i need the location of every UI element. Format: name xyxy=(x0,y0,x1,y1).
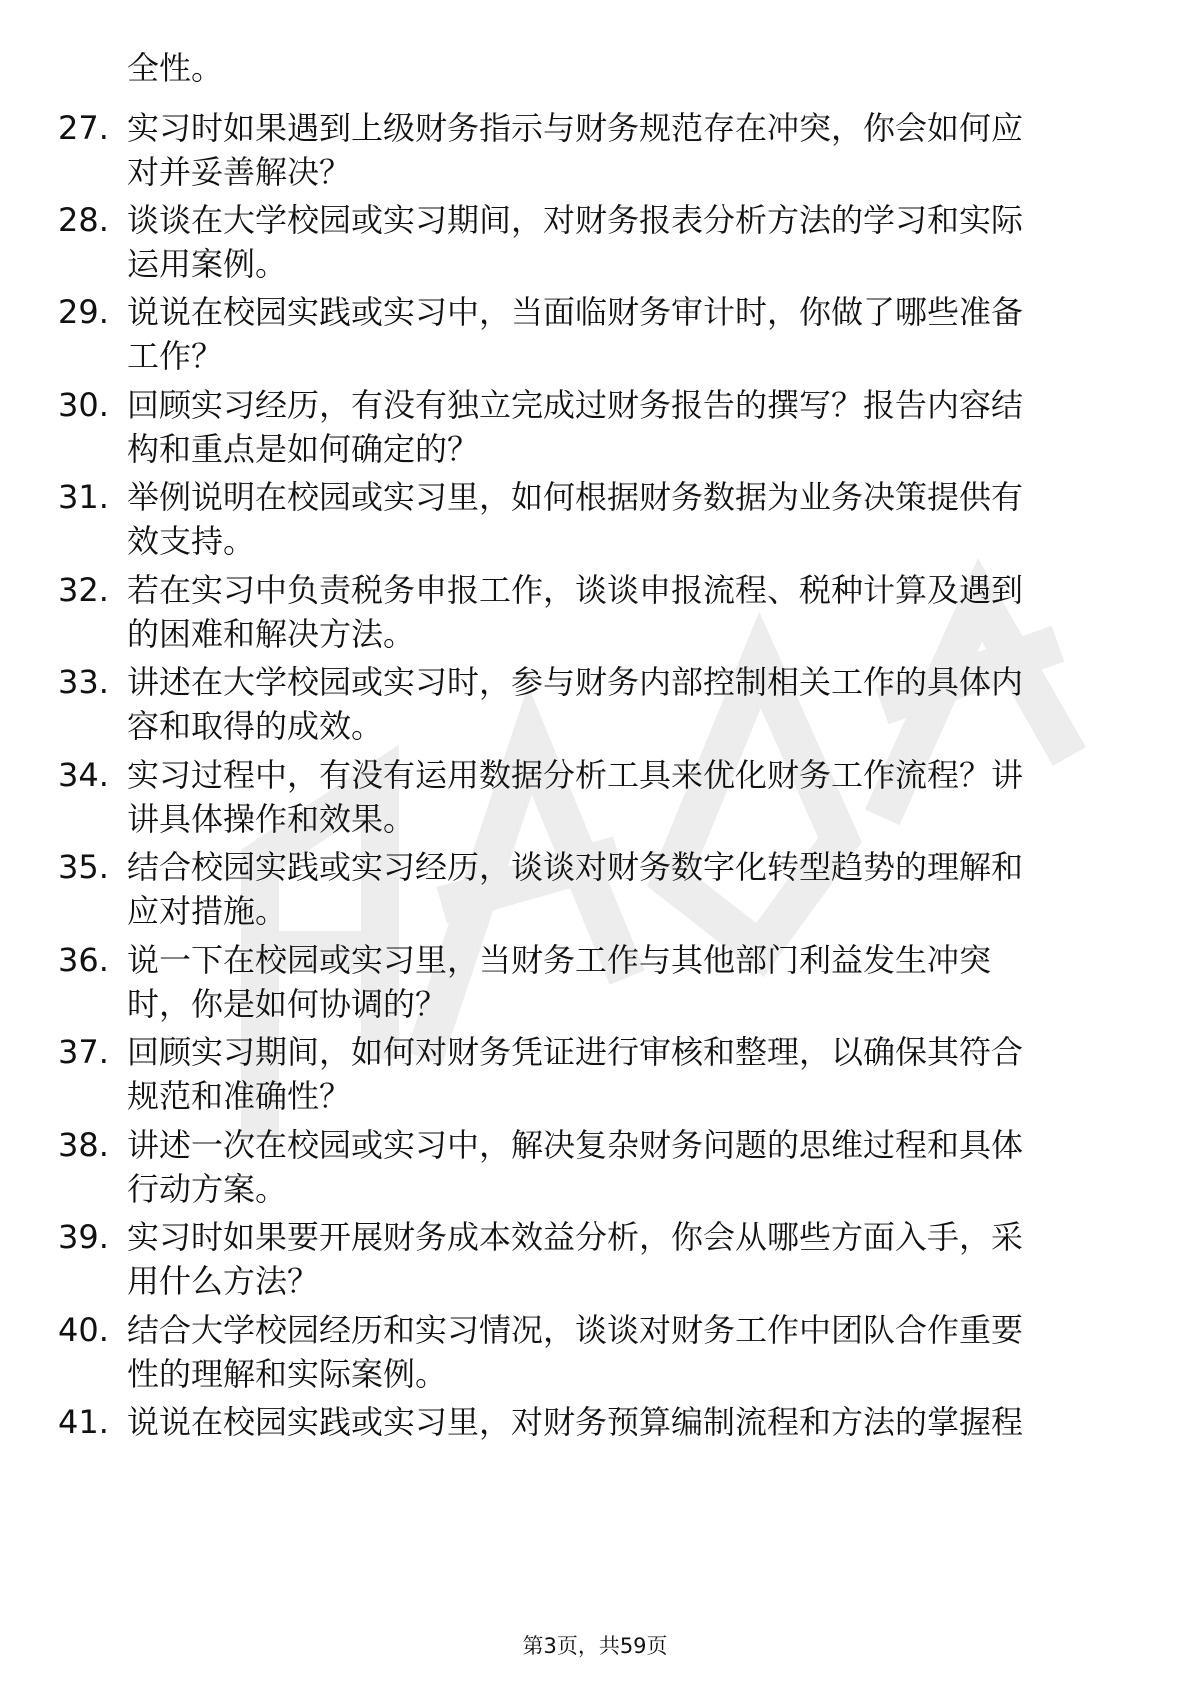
question-text-line: 讲述在大学校园或实习时，参与财务内部控制相关工作的具体内 xyxy=(127,663,1024,701)
question-text-line: 规范和准确性？ xyxy=(127,1077,352,1115)
question-text-line: 应对措施。 xyxy=(127,892,288,930)
continued-text: 全性。 xyxy=(127,49,224,87)
question-number: 30. xyxy=(58,386,109,424)
page-footer: 第3页，共59页 xyxy=(522,1634,668,1658)
question-text-line: 构和重点是如何确定的？ xyxy=(127,430,480,468)
question-text-line: 说一下在校园或实习里，当财务工作与其他部门利益发生冲突 xyxy=(127,941,992,979)
question-text-line: 性的理解和实际案例。 xyxy=(127,1355,448,1393)
question-number: 31. xyxy=(58,478,109,516)
question-text-line: 实习过程中，有没有运用数据分析工具来优化财务工作流程？讲 xyxy=(127,756,1024,794)
question-text-line: 回顾实习经历，有没有独立完成过财务报告的撰写？报告内容结 xyxy=(127,386,1024,424)
question-text-line: 若在实习中负责税务申报工作，谈谈申报流程、税种计算及遇到 xyxy=(127,571,1024,609)
question-text-line: 的困难和解决方法。 xyxy=(127,615,416,653)
question-text-line: 说说在校园实践或实习中，当面临财务审计时，你做了哪些准备 xyxy=(127,293,1024,331)
question-number: 36. xyxy=(58,941,109,979)
question-text-line: 举例说明在校园或实习里，如何根据财务数据为业务决策提供有 xyxy=(127,478,1024,516)
question-number: 27. xyxy=(58,109,109,147)
question-text-line: 运用案例。 xyxy=(127,245,288,283)
question-number: 29. xyxy=(58,293,109,331)
question-text-line: 用什么方法？ xyxy=(127,1262,320,1300)
question-number: 34. xyxy=(58,756,109,794)
question-text-line: 时，你是如何协调的？ xyxy=(127,985,448,1023)
question-text-line: 行动方案。 xyxy=(127,1170,288,1208)
question-text-line: 效支持。 xyxy=(127,522,256,560)
question-text-line: 容和取得的成效。 xyxy=(127,707,384,745)
question-number: 39. xyxy=(58,1218,109,1256)
question-text-line: 说说在校园实践或实习里，对财务预算编制流程和方法的掌握程 xyxy=(127,1403,1024,1441)
question-number: 33. xyxy=(58,663,109,701)
question-text-line: 实习时如果要开展财务成本效益分析，你会从哪些方面入手，采 xyxy=(127,1218,1024,1256)
question-text-line: 结合校园实践或实习经历，谈谈对财务数字化转型趋势的理解和 xyxy=(127,848,1024,886)
question-text-line: 讲具体操作和效果。 xyxy=(127,800,416,838)
question-number: 35. xyxy=(58,848,109,886)
question-number: 28. xyxy=(58,201,109,239)
question-number: 41. xyxy=(58,1403,109,1441)
question-number: 40. xyxy=(58,1311,109,1349)
question-text-line: 对并妥善解决？ xyxy=(127,153,352,191)
question-number: 38. xyxy=(58,1126,109,1164)
question-text-line: 实习时如果遇到上级财务指示与财务规范存在冲突，你会如何应 xyxy=(127,109,1024,147)
question-number: 37. xyxy=(58,1033,109,1071)
question-text-line: 工作？ xyxy=(127,337,224,375)
question-number: 32. xyxy=(58,571,109,609)
question-text-line: 讲述一次在校园或实习中，解决复杂财务问题的思维过程和具体 xyxy=(127,1126,1024,1164)
question-text-line: 结合大学校园经历和实习情况，谈谈对财务工作中团队合作重要 xyxy=(127,1311,1024,1349)
question-text-line: 谈谈在大学校园或实习期间，对财务报表分析方法的学习和实际 xyxy=(127,201,1024,239)
question-text-line: 回顾实习期间，如何对财务凭证进行审核和整理，以确保其符合 xyxy=(127,1033,1024,1071)
